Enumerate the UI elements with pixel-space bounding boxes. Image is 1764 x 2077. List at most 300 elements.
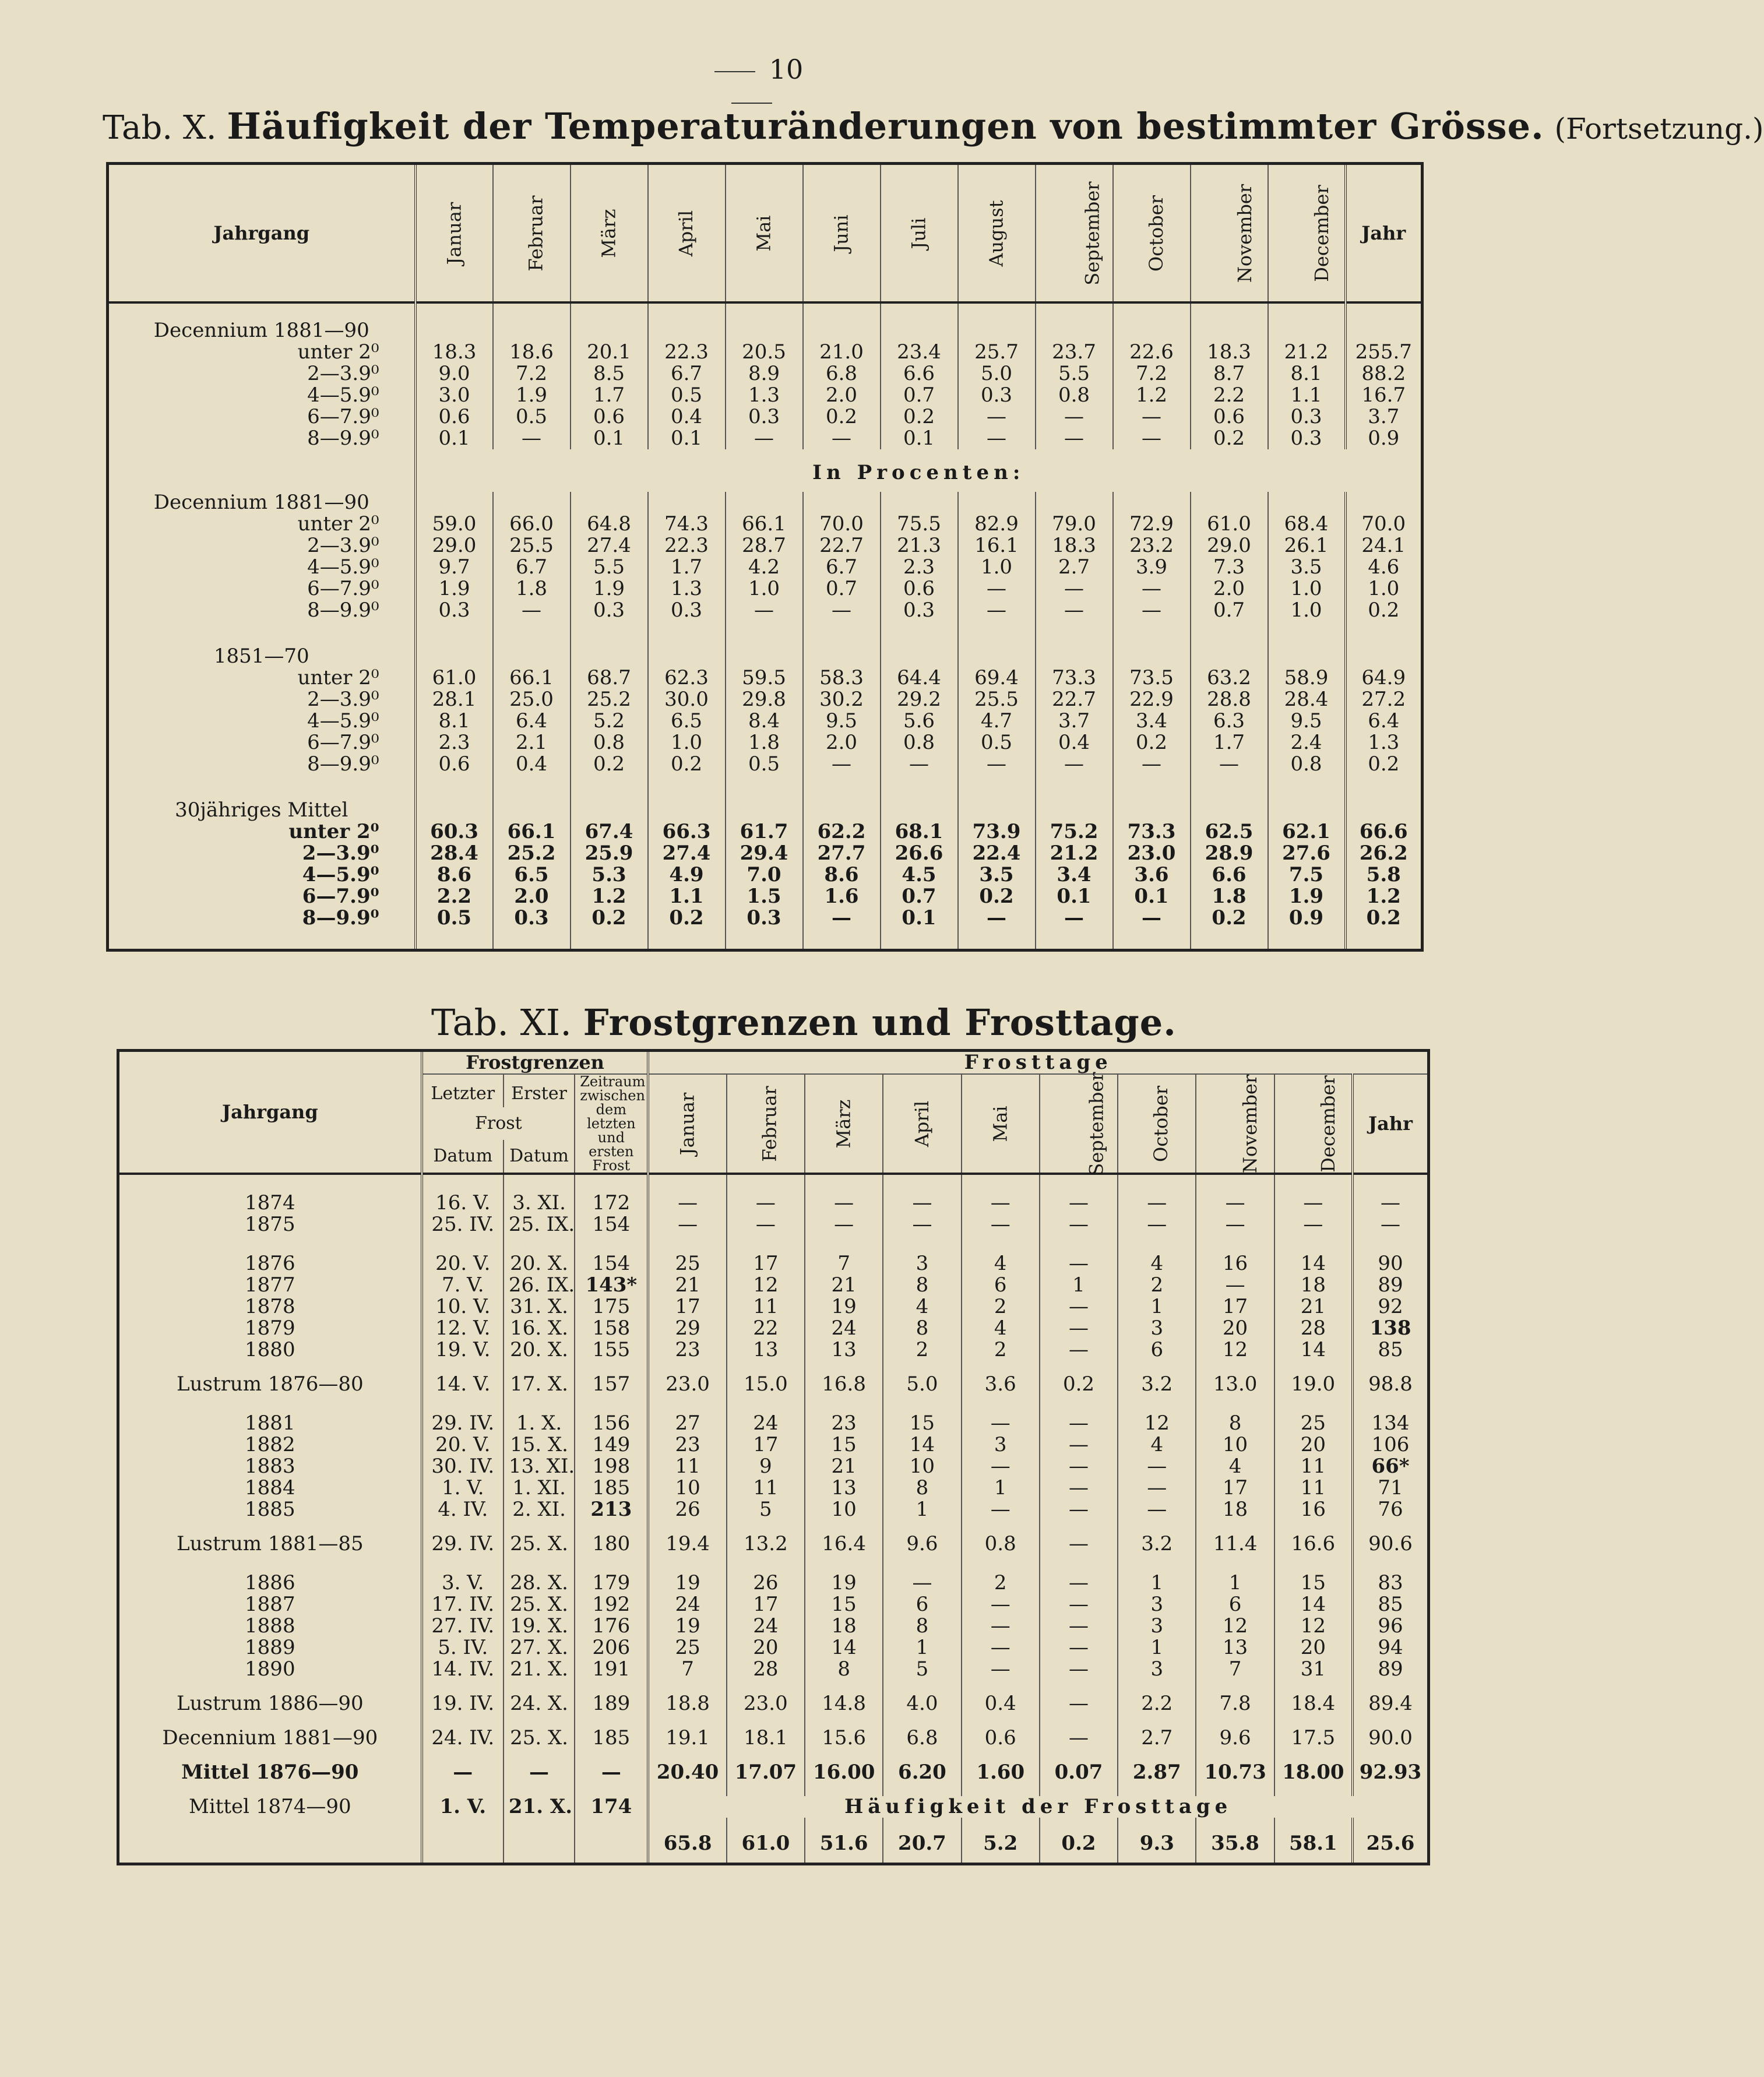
value-cell: 179: [575, 1572, 648, 1594]
value-cell: 3.9: [1113, 557, 1191, 578]
value-cell: 0.7: [803, 578, 881, 600]
month-header: [1118, 1074, 1196, 1174]
value-cell: 4: [962, 1253, 1040, 1275]
value-cell: 15.0: [727, 1374, 805, 1395]
table-row: [108, 406, 1423, 428]
value-cell: —: [1040, 1214, 1118, 1235]
row-label: 6—7.9⁰: [307, 577, 379, 600]
value-cell: 1: [1118, 1296, 1196, 1318]
value-cell: 154: [575, 1253, 648, 1275]
value-cell: 8: [883, 1318, 961, 1339]
zeitraum-line: letzten: [587, 1115, 636, 1132]
spacer-row: [118, 1235, 1429, 1253]
spacer-cell: [1118, 1783, 1196, 1796]
value-cell: —: [727, 1192, 805, 1214]
row-label: Mittel 1874—90: [189, 1795, 351, 1818]
month-header: [571, 164, 648, 303]
value-cell: —: [1040, 1296, 1118, 1318]
value-cell: 3: [1118, 1318, 1196, 1339]
value-cell: 71: [1353, 1477, 1429, 1499]
value-cell: 0.3: [726, 406, 803, 428]
value-cell: 62.3: [648, 667, 726, 689]
value-cell: 79.0: [1036, 513, 1113, 535]
row-label: 4—5.9⁰: [307, 383, 379, 407]
value-cell: 11: [1274, 1456, 1353, 1477]
table-row: [118, 1637, 1429, 1659]
spacer-cell: [648, 646, 726, 667]
value-cell: 0.2: [648, 754, 726, 775]
row-label: 1890: [245, 1657, 295, 1681]
spacer-row: [118, 1783, 1429, 1796]
spacer-cell: [416, 646, 493, 667]
spacer-cell: [118, 1833, 422, 1864]
spacer-row: [108, 929, 1423, 951]
value-cell: 5. IV.: [422, 1637, 504, 1659]
month-header-label: October: [1150, 1085, 1173, 1162]
value-cell: 23.4: [881, 342, 958, 363]
value-cell: 7.0: [726, 864, 803, 886]
value-cell: 26: [727, 1572, 805, 1594]
spacer-cell: [883, 1555, 961, 1572]
value-cell: —: [1036, 428, 1113, 449]
value-cell: 0.8: [571, 732, 648, 754]
value-cell: —: [1040, 1615, 1118, 1637]
value-cell: 23.7: [1036, 342, 1113, 363]
value-cell: 25. X.: [504, 1533, 575, 1555]
value-cell: 59.5: [726, 667, 803, 689]
table-row: [108, 578, 1423, 600]
value-cell: 13.2: [727, 1533, 805, 1555]
value-cell: 1.1: [1268, 385, 1346, 406]
row-label: 2—3.9⁰: [307, 362, 379, 385]
value-cell: 64.4: [881, 667, 958, 689]
block-title-row: [108, 646, 1423, 667]
spacer-cell: [883, 1235, 961, 1253]
value-cell: 6.8: [803, 363, 881, 385]
value-cell: 13.0: [1196, 1374, 1274, 1395]
spacer-cell: [1113, 492, 1191, 513]
value-cell: 73.9: [958, 821, 1036, 843]
value-cell: 76: [1353, 1499, 1429, 1520]
spacer-cell: [962, 1174, 1040, 1192]
value-cell: 0.1: [881, 907, 958, 929]
value-cell: 22.3: [648, 535, 726, 557]
zeitraum-line: und: [597, 1129, 625, 1146]
value-cell: —: [1036, 578, 1113, 600]
spacer-cell: [493, 800, 571, 821]
value-cell: —: [1113, 600, 1191, 621]
value-cell: 13: [1196, 1637, 1274, 1659]
value-cell: 25. X.: [504, 1594, 575, 1615]
value-cell: —: [1040, 1594, 1118, 1615]
value-cell: 6.3: [1191, 710, 1268, 732]
value-cell: —: [1118, 1192, 1196, 1214]
spacer-cell: [881, 492, 958, 513]
value-cell: 20: [727, 1637, 805, 1659]
frost-header: Frost: [422, 1107, 575, 1140]
value-cell: 9.6: [883, 1533, 961, 1555]
value-cell: 14: [805, 1637, 883, 1659]
month-header-label: April: [910, 1100, 933, 1147]
block-title: Decennium 1881—90: [153, 491, 369, 514]
value-cell: 90: [1353, 1253, 1429, 1275]
spacer-cell: [1040, 1783, 1118, 1796]
value-cell: 21: [805, 1456, 883, 1477]
table-row: [108, 385, 1423, 406]
value-cell: 4.0: [883, 1693, 961, 1715]
value-cell: 17: [727, 1594, 805, 1615]
value-cell: 66.1: [726, 513, 803, 535]
spacer-cell: [118, 1783, 422, 1796]
value-cell: 154: [575, 1214, 648, 1235]
value-cell: —: [648, 1192, 726, 1214]
value-cell: 2.7: [1036, 557, 1113, 578]
table-row: [108, 710, 1423, 732]
value-cell: 19: [805, 1572, 883, 1594]
value-cell: 28.9: [1191, 843, 1268, 864]
spacer-cell: [883, 1395, 961, 1413]
value-cell: 9: [727, 1456, 805, 1477]
value-cell: 18.3: [1036, 535, 1113, 557]
table10-title: [103, 105, 1764, 147]
value-cell: 5.8: [1346, 864, 1423, 886]
row-label: 1888: [245, 1614, 295, 1638]
spacer-cell: [575, 1818, 648, 1833]
jahr-header: Jahr: [1353, 1074, 1429, 1174]
spacer-cell: [1118, 1749, 1196, 1762]
spacer-cell: [416, 492, 493, 513]
table-row: [118, 1477, 1429, 1499]
value-cell: 61.7: [726, 821, 803, 843]
value-cell: —: [1040, 1693, 1118, 1715]
value-cell: —: [1191, 754, 1268, 775]
value-cell: 185: [575, 1477, 648, 1499]
value-cell: 18: [1196, 1499, 1274, 1520]
value-cell: 1.2: [571, 886, 648, 907]
spacer-cell: [1196, 1395, 1274, 1413]
value-cell: 22.4: [958, 843, 1036, 864]
spacer-cell: [648, 775, 726, 800]
value-cell: —: [962, 1192, 1040, 1214]
value-cell: 6: [1196, 1594, 1274, 1615]
value-cell: 28.4: [1268, 689, 1346, 710]
spacer-cell: [727, 1361, 805, 1374]
spacer-cell: [1118, 1235, 1196, 1253]
value-cell: 191: [575, 1659, 648, 1680]
value-cell: 2.7: [1118, 1727, 1196, 1749]
spacer-cell: [648, 1680, 726, 1693]
spacer-cell: [504, 1520, 575, 1533]
spacer-cell: [881, 302, 958, 320]
month-header: [493, 164, 571, 303]
value-cell: 3.4: [1113, 710, 1191, 732]
value-cell: 0.4: [962, 1693, 1040, 1715]
row-label: 4—5.9⁰: [302, 863, 379, 886]
value-cell: —: [648, 1214, 726, 1235]
table-row: [118, 1413, 1429, 1434]
value-cell: 0.3: [1268, 406, 1346, 428]
spacer-cell: [1196, 1520, 1274, 1533]
value-cell: 89.4: [1353, 1693, 1429, 1715]
spacer-cell: [504, 1174, 575, 1192]
value-cell: 62.5: [1191, 821, 1268, 843]
value-cell: 66.0: [493, 513, 571, 535]
spacer-cell: [803, 492, 881, 513]
spacer-cell: [118, 1174, 422, 1192]
month-header-label: December: [1316, 1075, 1339, 1173]
spacer-cell: [1346, 320, 1423, 342]
spacer-cell: [803, 929, 881, 951]
value-cell: 88.2: [1346, 363, 1423, 385]
value-cell: 3: [883, 1253, 961, 1275]
value-cell: —: [958, 406, 1036, 428]
value-cell: 1.2: [1346, 886, 1423, 907]
value-cell: 1.1: [648, 886, 726, 907]
row-label: 1874: [245, 1191, 295, 1214]
spacer-cell: [1196, 1235, 1274, 1253]
spacer-cell: [958, 929, 1036, 951]
value-cell: 12: [1118, 1413, 1196, 1434]
table-row: [118, 1659, 1429, 1680]
value-cell: 17: [1196, 1296, 1274, 1318]
value-cell: 0.5: [493, 406, 571, 428]
spacer-row: [118, 1818, 1429, 1833]
spacer-cell: [1040, 1520, 1118, 1533]
value-cell: 7.3: [1191, 557, 1268, 578]
value-cell: 17.5: [1274, 1727, 1353, 1749]
value-cell: 27.4: [648, 843, 726, 864]
spacer-cell: [575, 1555, 648, 1572]
table10-continuation: (Fortsetzung.): [1554, 112, 1764, 146]
value-cell: 3.5: [1268, 557, 1346, 578]
spacer-cell: [648, 1395, 726, 1413]
value-cell: 3.4: [1036, 864, 1113, 886]
value-cell: —: [962, 1214, 1040, 1235]
spacer-cell: [1353, 1783, 1429, 1796]
spacer-cell: [1036, 646, 1113, 667]
month-header: [1040, 1071, 1118, 1176]
value-cell: 68.1: [881, 821, 958, 843]
value-cell: 29: [648, 1318, 726, 1339]
value-cell: 28: [1274, 1318, 1353, 1339]
row-label: 6—7.9⁰: [307, 405, 379, 428]
value-cell: 5.0: [958, 363, 1036, 385]
spacer-cell: [493, 320, 571, 342]
value-cell: —: [803, 600, 881, 621]
value-cell: 13: [727, 1339, 805, 1361]
value-cell: 0.2: [1346, 754, 1423, 775]
value-cell: 1.0: [726, 578, 803, 600]
month-header: [805, 1074, 883, 1174]
value-cell: —: [962, 1594, 1040, 1615]
table-row: [118, 1762, 1429, 1783]
value-cell: 22.3: [648, 342, 726, 363]
spacer-cell: [1191, 621, 1268, 646]
value-cell: 0.4: [493, 754, 571, 775]
value-cell: 0.3: [726, 907, 803, 929]
value-cell: 14.8: [805, 1693, 883, 1715]
spacer-cell: [648, 621, 726, 646]
value-cell: 0.4: [648, 406, 726, 428]
spacer-cell: [1196, 1783, 1274, 1796]
row-label: 8—9.9⁰: [302, 906, 379, 930]
spacer-cell: [504, 1235, 575, 1253]
value-cell: 1.0: [648, 732, 726, 754]
spacer-cell: [727, 1395, 805, 1413]
value-cell: 6.7: [493, 557, 571, 578]
spacer-cell: [1346, 646, 1423, 667]
frosttage-header: Frosttage: [648, 1051, 1428, 1075]
value-cell: 13: [805, 1477, 883, 1499]
month-header: [958, 164, 1036, 303]
value-cell: —: [962, 1499, 1040, 1520]
value-cell: 5.5: [571, 557, 648, 578]
row-label: 1885: [245, 1498, 295, 1521]
spacer-cell: [726, 646, 803, 667]
value-cell: 4: [1118, 1253, 1196, 1275]
value-cell: 155: [575, 1339, 648, 1361]
spacer-cell: [1040, 1555, 1118, 1572]
spacer-cell: [1268, 800, 1346, 821]
spacer-cell: [648, 1818, 726, 1833]
spacer-cell: [422, 1680, 504, 1693]
value-cell: 22.9: [1113, 689, 1191, 710]
value-cell: 14: [1274, 1594, 1353, 1615]
value-cell: 19: [805, 1296, 883, 1318]
value-cell: 1.7: [1191, 732, 1268, 754]
value-cell: 0.2: [1191, 428, 1268, 449]
value-cell: —: [1274, 1192, 1353, 1214]
value-cell: 0.5: [648, 385, 726, 406]
spacer-cell: [1274, 1783, 1353, 1796]
table-row: [108, 907, 1423, 929]
value-cell: —: [1118, 1456, 1196, 1477]
value-cell: 1.9: [416, 578, 493, 600]
value-cell: 0.3: [881, 600, 958, 621]
value-cell: 25.2: [493, 843, 571, 864]
month-header-label: Mai: [989, 1105, 1012, 1142]
month-header: [1191, 164, 1268, 303]
spacer-cell: [1196, 1361, 1274, 1374]
value-cell: 0.2: [881, 406, 958, 428]
value-cell: 158: [575, 1318, 648, 1339]
spacer-cell: [1191, 302, 1268, 320]
spacer-cell: [958, 800, 1036, 821]
value-cell: 59.0: [416, 513, 493, 535]
value-cell: 66*: [1353, 1456, 1429, 1477]
value-cell: 9.6: [1196, 1727, 1274, 1749]
spacer-cell: [648, 1361, 726, 1374]
value-cell: 4: [1118, 1434, 1196, 1456]
block-title-row: [108, 800, 1423, 821]
value-cell: 0.5: [726, 754, 803, 775]
value-cell: 16.00: [805, 1762, 883, 1783]
value-cell: 157: [575, 1374, 648, 1395]
value-cell: 5.0: [883, 1374, 961, 1395]
value-cell: 72.9: [1113, 513, 1191, 535]
month-header: [1036, 164, 1113, 303]
value-cell: 24: [648, 1594, 726, 1615]
value-cell: 21. X.: [504, 1659, 575, 1680]
spacer-cell: [962, 1395, 1040, 1413]
row-label: 6—7.9⁰: [302, 885, 379, 908]
value-cell: 2.87: [1118, 1762, 1196, 1783]
value-cell: 28.8: [1191, 689, 1268, 710]
value-cell: 17: [727, 1253, 805, 1275]
spacer-cell: [1113, 302, 1191, 320]
spacer-cell: [805, 1783, 883, 1796]
value-cell: 6.5: [648, 710, 726, 732]
value-cell: 0.2: [648, 907, 726, 929]
spacer-cell: [575, 1749, 648, 1762]
value-cell: —: [422, 1762, 504, 1783]
value-cell: —: [1196, 1275, 1274, 1296]
value-cell: —: [493, 428, 571, 449]
table-row: [118, 1727, 1429, 1749]
row-label: 6—7.9⁰: [307, 731, 379, 754]
value-cell: —: [1196, 1214, 1274, 1235]
row-label: Mittel 1876—90: [181, 1761, 359, 1784]
value-cell: 2.0: [803, 732, 881, 754]
value-cell: 3.6: [962, 1374, 1040, 1395]
value-cell: 3. V.: [422, 1572, 504, 1594]
value-cell: 6.6: [1191, 864, 1268, 886]
spacer-cell: [504, 1395, 575, 1413]
zeitraum-line: Frost: [592, 1157, 631, 1174]
value-cell: 16. V.: [422, 1192, 504, 1214]
spacer-cell: [726, 302, 803, 320]
value-cell: 83: [1353, 1572, 1429, 1594]
value-cell: —: [1040, 1727, 1118, 1749]
value-cell: 143*: [575, 1275, 648, 1296]
spacer-cell: [1113, 775, 1191, 800]
value-cell: 8.5: [571, 363, 648, 385]
value-cell: —: [962, 1413, 1040, 1434]
value-cell: 62.2: [803, 821, 881, 843]
row-label: 1881: [245, 1411, 295, 1435]
value-cell: 8.1: [1268, 363, 1346, 385]
spacer-cell: [1118, 1174, 1196, 1192]
value-cell: 58.3: [803, 667, 881, 689]
spacer-cell: [1040, 1749, 1118, 1762]
value-cell: 75.2: [1036, 821, 1113, 843]
table-row: [118, 1318, 1429, 1339]
spacer-cell: [726, 929, 803, 951]
value-cell: 16.6: [1274, 1533, 1353, 1555]
value-cell: 25.9: [571, 843, 648, 864]
spacer-cell: [803, 621, 881, 646]
spacer-cell: [1353, 1555, 1429, 1572]
spacer-cell: [883, 1749, 961, 1762]
spacer-cell: [422, 1749, 504, 1762]
spacer-cell: [1113, 929, 1191, 951]
value-cell: 0.7: [881, 886, 958, 907]
value-cell: —: [1040, 1434, 1118, 1456]
spacer-cell: [883, 1520, 961, 1533]
value-cell: 6.20: [883, 1762, 961, 1783]
value-cell: 8.9: [726, 363, 803, 385]
value-cell: 2.1: [493, 732, 571, 754]
value-cell: 26.1: [1268, 535, 1346, 557]
value-cell: 9.7: [416, 557, 493, 578]
value-cell: 2.3: [416, 732, 493, 754]
value-cell: 89: [1353, 1275, 1429, 1296]
spacer-cell: [805, 1520, 883, 1533]
value-cell: 0.9: [1346, 428, 1423, 449]
spacer-cell: [726, 492, 803, 513]
value-cell: 1.2: [1113, 385, 1191, 406]
table-row: [108, 513, 1423, 535]
